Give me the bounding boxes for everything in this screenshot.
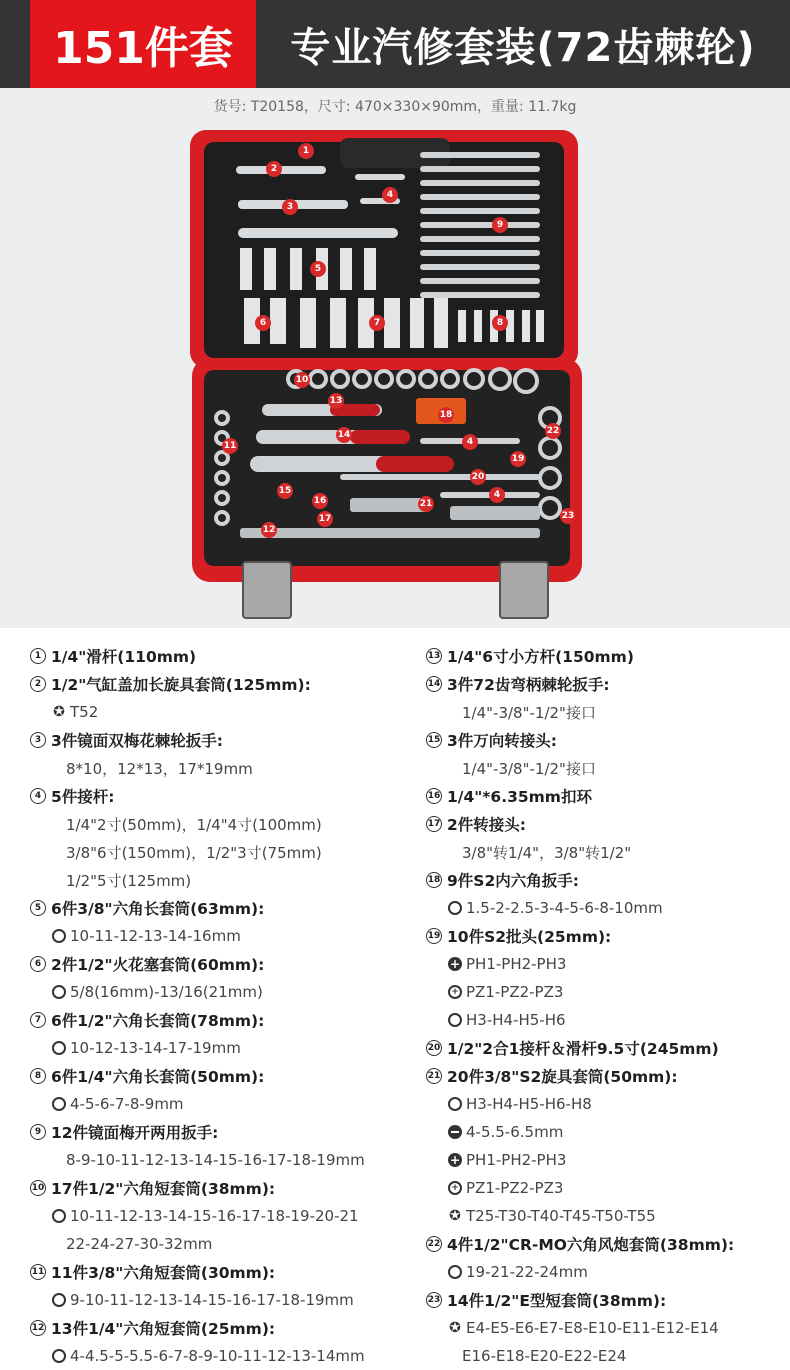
component-title: 3件72齿弯柄棘轮扳手: <box>447 676 610 694</box>
component-title: 11件3/8"六角短套筒(30mm): <box>51 1264 276 1282</box>
product-spec: 货号: T20158，尺寸: 470×330×90mm，重量: 11.7kg <box>213 99 577 115</box>
component-spec-line <box>30 978 415 1006</box>
component-title: 2件1/2"火花塞套筒(60mm): <box>51 956 265 974</box>
torx-bit-icon: ✪ <box>53 704 65 720</box>
item-number-badge: 15 <box>426 732 442 748</box>
component-title: 14件1/2"E型短套筒(38mm): <box>447 1292 667 1310</box>
hex-socket-icon <box>52 1209 66 1223</box>
spec-text: 1/2"5寸(125mm) <box>66 871 192 890</box>
item-number-badge: 17 <box>426 816 442 832</box>
component-heading <box>426 1230 776 1258</box>
spec-text: 1/4"2寸(50mm)，1/4"4寸(100mm) <box>66 815 322 834</box>
component-item <box>426 1062 776 1230</box>
component-heading <box>426 810 776 838</box>
item-number-badge: 6 <box>30 956 46 972</box>
component-heading <box>426 1062 776 1090</box>
item-number-badge: 9 <box>30 1124 46 1140</box>
hex-socket-icon <box>52 1097 66 1111</box>
spec-text: 4-4.5-5-5.5-6-7-8-9-10-11-12-13-14mm <box>70 1347 365 1365</box>
item-number-badge: 1 <box>30 648 46 664</box>
component-item <box>426 782 776 810</box>
item-number-badge: 4 <box>30 788 46 804</box>
component-title: 6件1/4"六角长套筒(50mm): <box>51 1068 265 1086</box>
callout-marker: 11 <box>222 438 238 454</box>
spacer <box>52 873 66 887</box>
callout-marker: 14 <box>336 427 352 443</box>
component-item <box>30 642 415 670</box>
component-title: 5件接杆: <box>51 788 115 806</box>
callout-marker: 3 <box>282 199 298 215</box>
callout-marker: 13 <box>328 393 344 409</box>
phillips-bit-icon: + <box>449 957 461 971</box>
item-number-badge: 16 <box>426 788 442 804</box>
spec-text: PH1-PH2-PH3 <box>466 955 567 973</box>
component-heading <box>30 726 415 754</box>
component-item <box>426 642 776 670</box>
callout-marker: 7 <box>369 315 385 331</box>
component-title: 1/2"气缸盖加长旋具套筒(125mm): <box>51 676 311 694</box>
component-spec-line <box>426 1202 776 1230</box>
component-heading <box>30 782 415 810</box>
component-heading <box>426 1286 776 1314</box>
component-title: 20件3/8"S2旋具套筒(50mm): <box>447 1068 678 1086</box>
spec-text: H3-H4-H5-H6-H8 <box>466 1095 592 1113</box>
component-title: 3件镜面双梅花棘轮扳手: <box>51 732 223 750</box>
component-spec-line <box>426 1314 776 1342</box>
product-image-area <box>0 88 790 628</box>
component-title: 13件1/4"六角短套筒(25mm): <box>51 1320 276 1338</box>
component-spec-line <box>30 1034 415 1062</box>
callout-marker: 21 <box>418 496 434 512</box>
component-heading <box>30 1258 415 1286</box>
component-item <box>426 726 776 782</box>
component-spec-line <box>30 1230 415 1258</box>
component-item <box>30 1118 415 1174</box>
callout-marker: 20 <box>470 469 486 485</box>
spec-text: 4-5.5-6.5mm <box>466 1123 564 1141</box>
spacer <box>448 1349 462 1363</box>
component-title: 12件镜面梅开两用扳手: <box>51 1124 219 1142</box>
component-spec-line <box>30 1342 415 1370</box>
callout-marker: 4 <box>462 434 478 450</box>
phillips-bit-icon: + <box>449 1153 461 1167</box>
spec-text: E4-E5-E6-E7-E8-E10-E11-E12-E14 <box>466 1319 719 1337</box>
component-item <box>30 950 415 1006</box>
component-title: 9件S2内六角扳手: <box>447 872 579 890</box>
callout-marker: 15 <box>277 483 293 499</box>
callout-marker: 2 <box>266 161 282 177</box>
component-spec-line <box>426 1174 776 1202</box>
component-item <box>426 670 776 726</box>
spec-text: H3-H4-H5-H6 <box>466 1011 566 1029</box>
component-spec-line <box>30 866 415 894</box>
spec-text: 10-11-12-13-14-15-16-17-18-19-20-21 <box>70 1207 359 1225</box>
spec-text: PH1-PH2-PH3 <box>466 1151 567 1169</box>
component-list-left <box>30 642 415 1370</box>
component-heading <box>30 950 415 978</box>
component-item <box>30 894 415 950</box>
spec-text: 8-9-10-11-12-13-14-15-16-17-18-19mm <box>66 1151 365 1169</box>
component-spec-line <box>30 1090 415 1118</box>
item-number-badge: 14 <box>426 676 442 692</box>
component-item <box>426 866 776 922</box>
hex-socket-icon <box>52 1293 66 1307</box>
component-item <box>30 1006 415 1062</box>
spec-text: 1/4"-3/8"-1/2"接口 <box>462 703 596 722</box>
callout-marker: 19 <box>510 451 526 467</box>
component-spec-line <box>426 1342 776 1370</box>
callout-marker: 5 <box>310 261 326 277</box>
spec-text: 8*10，12*13，17*19mm <box>66 759 253 778</box>
torx-bit-icon: ✪ <box>449 1208 461 1224</box>
item-number-badge: 19 <box>426 928 442 944</box>
component-heading <box>30 1062 415 1090</box>
component-spec-line <box>30 1202 415 1230</box>
callout-marker: 8 <box>492 315 508 331</box>
spec-text: 4-5-6-7-8-9mm <box>70 1095 184 1113</box>
spec-text: PZ1-PZ2-PZ3 <box>466 983 564 1001</box>
spacer <box>52 817 66 831</box>
item-number-badge: 11 <box>30 1264 46 1280</box>
callout-marker: 4 <box>382 187 398 203</box>
spacer <box>52 761 66 775</box>
spacer <box>448 761 462 775</box>
component-title: 6件1/2"六角长套筒(78mm): <box>51 1012 265 1030</box>
callout-marker: 17 <box>317 511 333 527</box>
item-number-badge: 23 <box>426 1292 442 1308</box>
component-spec-line <box>30 922 415 950</box>
spec-text: 3/8"转1/4"，3/8"转1/2" <box>462 843 632 862</box>
component-title: 3件万向转接头: <box>447 732 557 750</box>
component-heading <box>30 1006 415 1034</box>
hex-socket-icon <box>52 1349 66 1363</box>
component-spec-line <box>30 1146 415 1174</box>
component-title: 1/4"*6.35mm扣环 <box>447 788 592 806</box>
component-spec-line <box>426 950 776 978</box>
hex-socket-icon <box>52 929 66 943</box>
component-heading <box>426 642 776 670</box>
component-item <box>30 1062 415 1118</box>
component-heading <box>30 894 415 922</box>
piece-count-badge: 151件套 <box>30 0 256 88</box>
callout-marker: 6 <box>255 315 271 331</box>
spec-text: 1/4"-3/8"-1/2"接口 <box>462 759 596 778</box>
header-bar <box>0 0 790 88</box>
page-title: 专业汽修套装(72齿棘轮) <box>290 24 756 71</box>
component-item <box>30 1258 415 1314</box>
component-spec-line <box>30 810 415 838</box>
item-number-badge: 3 <box>30 732 46 748</box>
torx-bit-icon: ✪ <box>449 1320 461 1336</box>
hex-socket-icon <box>52 985 66 999</box>
component-spec-line <box>426 978 776 1006</box>
component-heading <box>426 726 776 754</box>
hex-socket-icon <box>52 1041 66 1055</box>
hex-socket-icon <box>448 1265 462 1279</box>
item-number-badge: 18 <box>426 872 442 888</box>
component-item <box>426 1230 776 1286</box>
callout-marker: 22 <box>545 423 561 439</box>
spec-text: 1.5-2-2.5-3-4-5-6-8-10mm <box>466 899 663 917</box>
component-heading <box>30 642 415 670</box>
spec-text: 5/8(16mm)-13/16(21mm) <box>70 983 263 1001</box>
spec-text: PZ1-PZ2-PZ3 <box>466 1179 564 1197</box>
component-spec-line <box>30 754 415 782</box>
spacer <box>52 1153 66 1167</box>
component-item <box>426 1286 776 1370</box>
item-number-badge: 8 <box>30 1068 46 1084</box>
component-spec-line <box>426 1146 776 1174</box>
spec-text: 22-24-27-30-32mm <box>66 1235 213 1253</box>
spec-text: 9-10-11-12-13-14-15-16-17-18-19mm <box>70 1291 354 1309</box>
hex-socket-icon <box>448 1097 462 1111</box>
component-heading <box>426 1034 776 1062</box>
item-number-badge: 21 <box>426 1068 442 1084</box>
component-spec-line <box>426 1118 776 1146</box>
component-title: 2件转接头: <box>447 816 526 834</box>
item-number-badge: 22 <box>426 1236 442 1252</box>
spec-text: E16-E18-E20-E22-E24 <box>462 1347 627 1365</box>
spacer <box>52 845 66 859</box>
component-item <box>30 726 415 782</box>
spec-text: 3/8"6寸(150mm)，1/2"3寸(75mm) <box>66 843 322 862</box>
component-spec-line <box>426 698 776 726</box>
component-spec-line <box>30 838 415 866</box>
component-spec-line <box>426 894 776 922</box>
callout-marker: 1 <box>298 143 314 159</box>
spec-text: 10-11-12-13-14-16mm <box>70 927 241 945</box>
component-heading <box>30 1314 415 1342</box>
spacer <box>52 1237 66 1251</box>
item-number-badge: 7 <box>30 1012 46 1028</box>
pozidriv-bit-icon: + <box>448 1181 462 1195</box>
toolbox-illustration <box>0 88 790 628</box>
component-title: 17件1/2"六角短套筒(38mm): <box>51 1180 276 1198</box>
component-heading <box>426 670 776 698</box>
component-spec-line <box>426 838 776 866</box>
component-item <box>30 670 415 726</box>
component-heading <box>426 782 776 810</box>
item-number-badge: 12 <box>30 1320 46 1336</box>
component-item <box>30 1314 415 1370</box>
component-title: 1/4"6寸小方杆(150mm) <box>447 648 634 666</box>
component-heading <box>30 1118 415 1146</box>
item-number-badge: 13 <box>426 648 442 664</box>
component-spec-line <box>426 754 776 782</box>
component-spec-line <box>426 1258 776 1286</box>
component-title: 6件3/8"六角长套筒(63mm): <box>51 900 265 918</box>
item-number-badge: 20 <box>426 1040 442 1056</box>
callout-marker: 9 <box>492 217 508 233</box>
hex-socket-icon <box>448 1013 462 1027</box>
spec-text: 10-12-13-14-17-19mm <box>70 1039 241 1057</box>
callout-marker: 12 <box>261 522 277 538</box>
component-title: 1/4"滑杆(110mm) <box>51 648 197 666</box>
component-spec-line <box>426 1006 776 1034</box>
component-title: 10件S2批头(25mm): <box>447 928 612 946</box>
component-spec-line <box>30 698 415 726</box>
component-spec-line <box>426 1090 776 1118</box>
component-spec-line <box>30 1286 415 1314</box>
component-title: 4件1/2"CR-MO六角风炮套筒(38mm): <box>447 1236 735 1254</box>
component-item <box>426 1034 776 1062</box>
component-heading <box>30 1174 415 1202</box>
callout-marker: 23 <box>560 508 576 524</box>
hex-socket-icon <box>448 901 462 915</box>
component-list-right <box>426 642 776 1370</box>
spec-text: 19-21-22-24mm <box>466 1263 588 1281</box>
callout-marker: 4 <box>489 487 505 503</box>
item-number-badge: 10 <box>30 1180 46 1196</box>
callout-marker: 10 <box>294 372 310 388</box>
component-heading <box>426 866 776 894</box>
pozidriv-bit-icon: + <box>448 985 462 999</box>
spec-text: T25-T30-T40-T45-T50-T55 <box>466 1207 656 1225</box>
spacer <box>448 845 462 859</box>
spec-text: T52 <box>70 703 99 721</box>
component-item <box>426 810 776 866</box>
spacer <box>448 705 462 719</box>
item-number-badge: 5 <box>30 900 46 916</box>
callout-marker: 16 <box>312 493 328 509</box>
component-heading <box>426 922 776 950</box>
item-number-badge: 2 <box>30 676 46 692</box>
component-item <box>30 1174 415 1258</box>
callout-marker: 18 <box>438 407 454 423</box>
component-item <box>30 782 415 894</box>
component-item <box>426 922 776 1034</box>
component-heading <box>30 670 415 698</box>
component-title: 1/2"2合1接杆＆滑杆9.5寸(245mm) <box>447 1040 719 1058</box>
slotted-bit-icon <box>448 1125 462 1139</box>
